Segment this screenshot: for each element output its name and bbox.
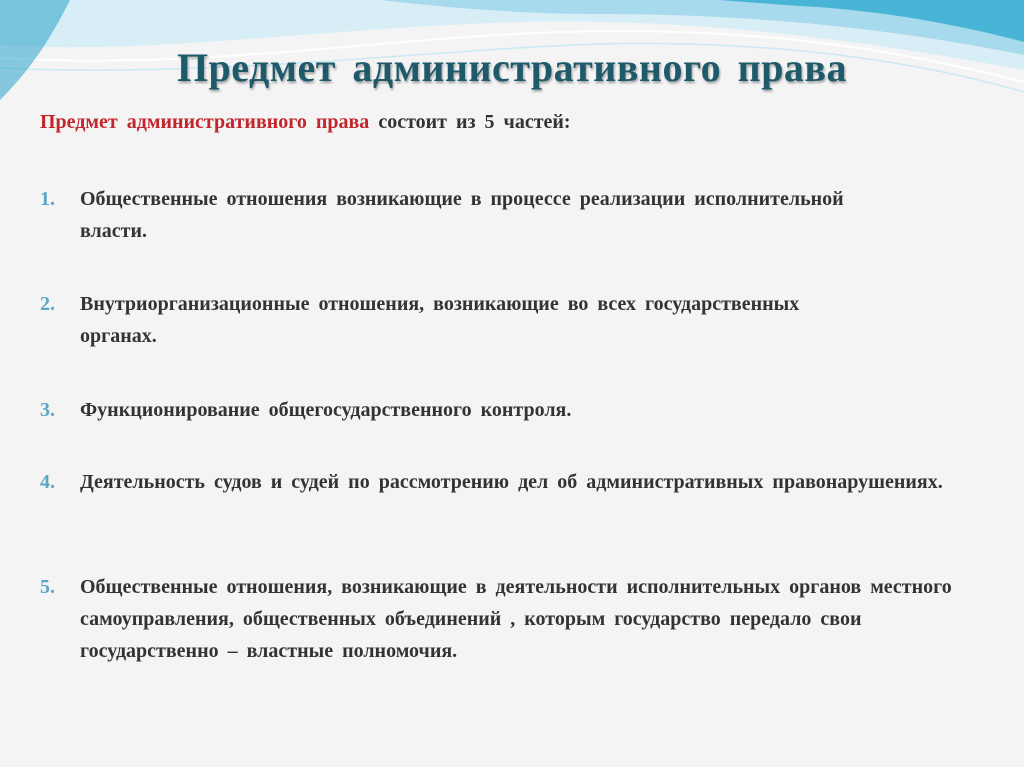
list-item-4 [40,466,980,498]
intro-rest: состоит из 5 частей: [378,111,571,133]
list-number: 3. [40,399,55,421]
list-text: Общественные отношения возникающие в процессе реализации исполнительной власти. [80,188,844,242]
list-item-2 [40,288,980,352]
list-number: 2. [40,293,55,315]
list-item-5 [40,571,980,667]
list-item-1 [40,183,980,247]
list-text: Общественные отношения, возникающие в деятельности исполнительных органов местного самоуправления, общественных объединений , которым государство передало свои государственно – властные полномочия. [80,576,952,662]
list-text: Деятельность судов и судей по рассмотрению дел об административных правонарушениях. [80,471,943,493]
list-number: 1. [40,188,55,210]
list-text: Функционирование общегосударственного контроля. [80,399,572,421]
list-text: Внутриорганизационные отношения, возникающие во всех государственных органах. [80,293,800,347]
list-number: 5. [40,576,55,598]
slide-title: Предмет административного права [176,45,848,90]
intro-line [40,111,980,134]
list-number: 4. [40,471,55,493]
list-item-3 [40,394,980,426]
intro-subject: Предмет административного права [40,111,370,133]
